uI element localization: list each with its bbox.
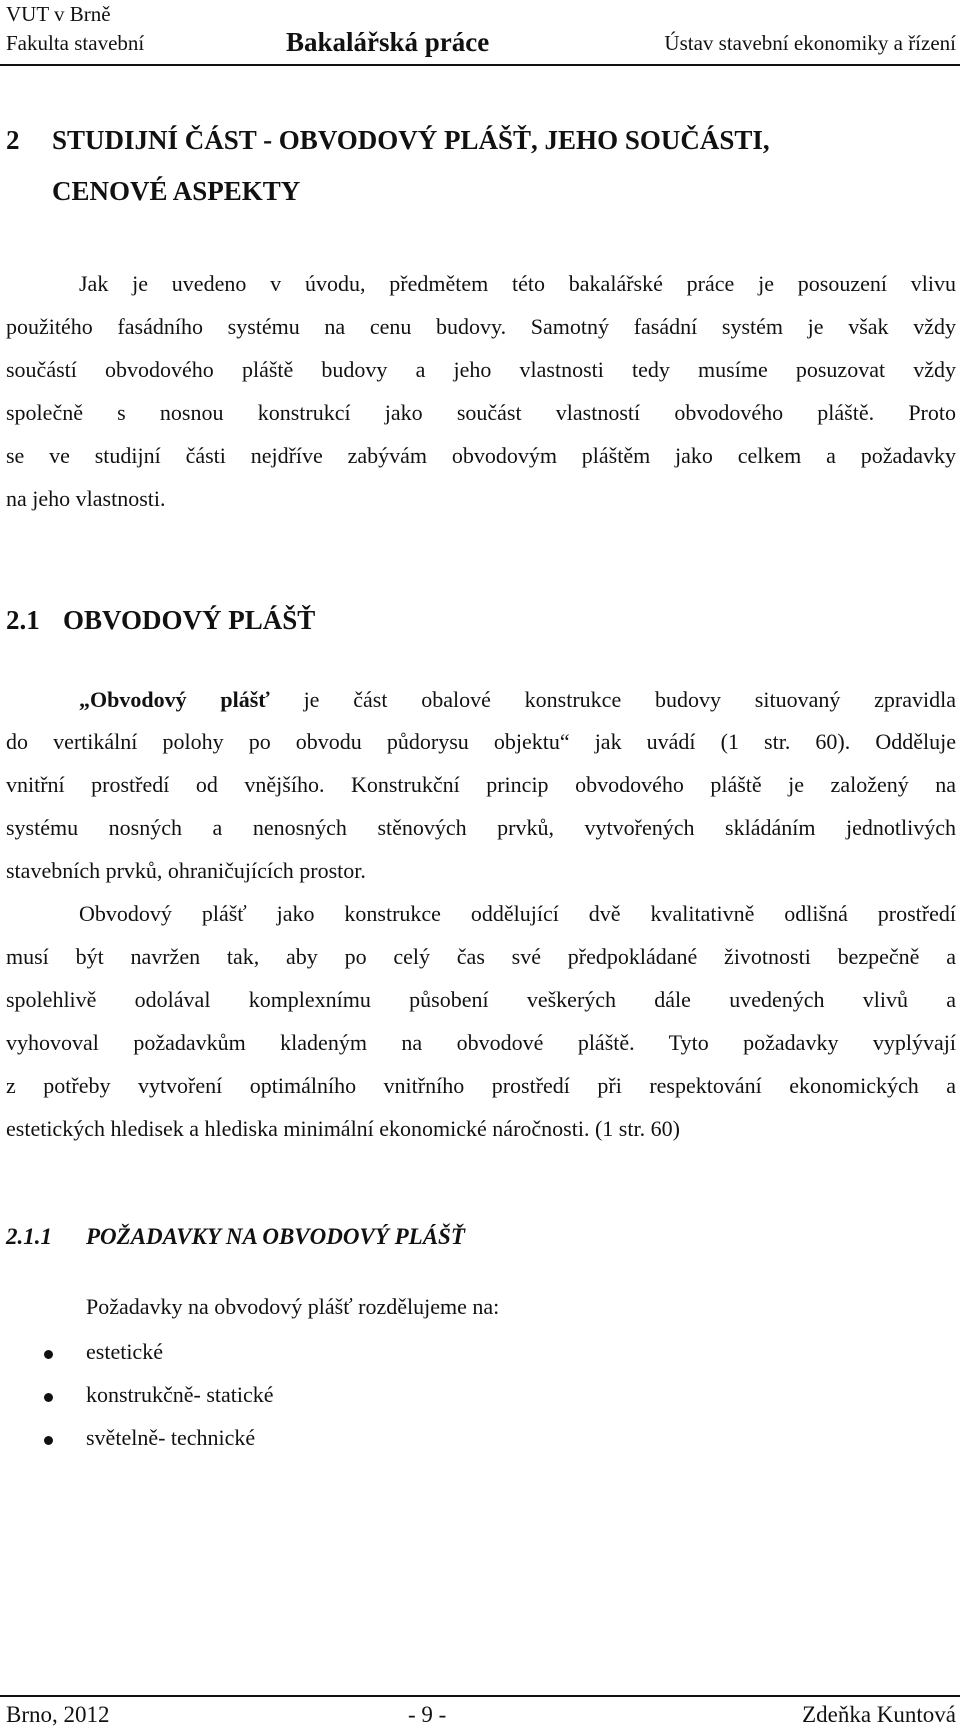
header-faculty: Fakulta stavební [6,31,145,55]
intro-line: Jak je uvedeno v úvodu, předmětem této bakalářské práce je posouzení vlivu [79,271,956,296]
definition-line1-rest: je část obalové konstrukce budovy situovaný zpravidla [269,687,956,712]
paragraph-line: Obvodový plášť jako konstrukce oddělující dvě kvalitativně odlišná prostředí [79,901,956,926]
footer-page-number: - 9 - [408,1702,447,1727]
intro-line: společně s nosnou konstrukcí jako součást vlastností obvodového pláště. Proto [6,400,956,425]
paragraph-line: z potřeby vytvoření optimálního vnitřního prostředí při respektování ekonomických a [6,1073,956,1098]
chapter-title-line1: STUDIJNÍ ČÁST - OBVODOVÝ PLÁŠŤ, JEHO SOUČÁSTI, [52,125,770,155]
definition-line: systému nosných a nenosných stěnových prvků, vytvořených skládáním jednotlivých [6,815,956,840]
definition-line: vnitřní prostředí od vnějšího. Konstrukční princip obvodového pláště je založený na [6,772,956,797]
paragraph-line: vyhovoval požadavkům kladeným na obvodové pláště. Tyto požadavky vyplývají [6,1030,956,1055]
footer-place-year: Brno, 2012 [6,1702,110,1727]
subsection-number: 2.1.1 [6,1224,52,1249]
subsection-title: POŽADAVKY NA OBVODOVÝ PLÁŠŤ [86,1224,465,1249]
chapter-title-line2: CENOVÉ ASPEKTY [52,176,301,206]
footer-rule [0,1695,960,1697]
intro-line: použitého fasádního systému na cenu budovy. Samotný fasádní systém je však vždy [6,314,956,339]
chapter-number: 2 [6,125,20,155]
intro-line: se ve studijní části nejdříve zabývám obvodovým pláštěm jako celkem a požadavky [6,443,956,468]
list-item: konstrukčně- statické [86,1382,274,1407]
paragraph-line: estetických hledisek a hlediska minimální ekonomické náročnosti. (1 str. 60) [6,1116,680,1141]
footer-author: Zdeňka Kuntová [802,1702,956,1727]
paragraph-line: spolehlivě odolával komplexnímu působení veškerých dále uvedených vlivů a [6,987,956,1012]
bullet-icon [44,1436,53,1445]
intro-line: na jeho vlastnosti. [6,486,166,511]
definition-open-quote: „ [79,687,90,712]
header-institute: Ústav stavební ekonomiky a řízení [664,31,956,55]
definition-line-first [79,685,956,715]
list-item: světelně- technické [86,1425,256,1450]
paragraph-line: musí být navržen tak, aby po celý čas své předpokládané životnosti bezpečně a [6,944,956,969]
intro-line: součástí obvodového pláště budovy a jeho vlastnosti tedy musíme posuzovat vždy [6,357,956,382]
section-title: OBVODOVÝ PLÁŠŤ [63,605,316,635]
definition-line: do vertikální polohy po obvodu půdorysu objektu“ jak uvádí (1 str. 60). Odděluje [6,729,956,754]
header-doc-type: Bakalářská práce [286,27,490,57]
requirements-intro: Požadavky na obvodový plášť rozdělujeme na: [86,1294,500,1319]
section-number: 2.1 [6,605,40,635]
definition-line: stavebních prvků, ohraničujících prostor. [6,858,366,883]
list-item: estetické [86,1339,163,1364]
definition-term: Obvodový plášť [90,687,270,712]
bullet-icon [44,1393,53,1402]
bullet-icon [44,1350,53,1359]
header-university: VUT v Brně [6,2,111,26]
header-rule [0,64,960,66]
